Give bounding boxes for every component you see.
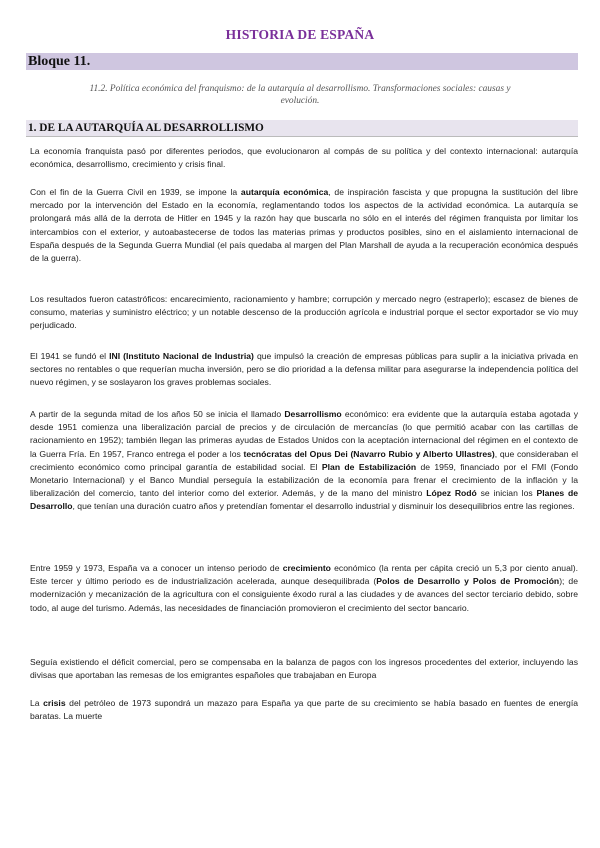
bloque-banner	[26, 53, 578, 70]
term-desarrollismo: Desarrollismo	[284, 409, 342, 419]
term-plan-estabilizacion: Plan de Estabilización	[321, 461, 417, 472]
term-planes-desarrollo: Planes de Desarrollo	[30, 488, 579, 512]
paragraph-desarrollismo: A partir de la segunda mitad de los años 50 se inicia el llamado Desarrollismo económico: era evidente que la autarquía estaba agotada y desde 1951 comienza una liberalización parcial de precios y de circulación de mercancías (lo que permitió acabar con las cartillas de racionamiento en 1952); también llegan las primeras ayudas de Estados Unidos con la aceptación internacional del régimen en el contexto de la Guerra Fría. En 1957, Franco entrega el poder a los tecnócratas del Opus Dei (Navarro Rubio y Alberto Ullastres), que consideraban el crecimiento económico como principal garantía de estabilidad social. El Plan de Estabilización de 1959, financiado por el FMI (Fondo Monetario Internacional) y el Banco Mundial perseguía la estabilización de la economía para frenar el crecimiento de la inflación y la liberalización del comercio, tanto del interior como del exterior. Además, y de la mano del ministro López Rodó se inician los Planes de Desarrollo, que tenían una duración cuatro años y pretendían fomentar el desarrollo industrial y disminuir los desequilibrios entre las regiones.	[30, 409, 579, 512]
document-title: HISTORIA DE ESPAÑA	[225, 27, 375, 42]
term-ini: INI (Instituto Nacional de Industria)	[109, 351, 254, 361]
term-tecnocratas: tecnócratas del Opus Dei (Navarro Rubio y Alberto Ullastres)	[243, 448, 495, 459]
paragraph-ini: El 1941 se fundó el INI (Instituto Nacional de Industria) que impulsó la creación de empresas públicas para suplir a la iniciativa privada en sectores no rentables o que requerían mucha inversión, pero se dio prioridad a la defensa militar para asegurarse la independencia política del nuevo régimen, y se soslayaron los graves problemas sociales.	[30, 351, 579, 388]
term-autarquia: autarquía económica	[240, 187, 329, 197]
section-heading-bar	[26, 120, 578, 137]
topic-subtitle: 11.2. Política económica del franquismo: de la autarquía al desarrollismo. Transformaciones sociales: causas y evolución.	[89, 84, 511, 106]
paragraph-resultados: Los resultados fueron catastróficos: encarecimiento, racionamiento y hambre; corrupción y mercado negro (estraperlo); escasez de bienes de consumo, materias y suministro eléctrico; y un notable descenso de la producción agrícola e industrial porque el sector exportador se vio muy perjudicado.	[30, 294, 578, 331]
term-lopez-rodo: López Rodó	[426, 488, 477, 499]
bloque-label: Bloque 11.	[28, 54, 91, 69]
term-crisis: crisis	[43, 698, 66, 708]
paragraph-intro: La economía franquista pasó por diferentes periodos, que evolucionaron al compás de su política y del contexto internacional: autarquía económica, desarrollismo, crecimiento y crisis final.	[30, 146, 578, 170]
paragraph-crecimiento: Entre 1959 y 1973, España va a conocer un intenso periodo de crecimiento económico (la renta per cápita creció un 5,3 por ciento anual). Este tercer y último periodo es de industrialización acelerada, aunque desequilibrada (Polos de Desarrollo y Polos de Promoción); de modernización y mecanización de la agricultura con el consiguiente éxodo rural a las ciudades y de avances del sector terciario debido, sobre todo, al auge del turismo. Además, las necesidades de financiación promovieron el crecimiento del sector bancario.	[30, 563, 579, 613]
section-heading: 1. DE LA AUTARQUÍA AL DESARROLLISMO	[28, 122, 264, 134]
term-polos: Polos de Desarrollo y Polos de Promoción	[376, 576, 560, 587]
paragraph-crisis: La crisis del petróleo de 1973 supondrá un mazazo para España ya que parte de su crecimiento se había basado en fuentes de energía baratas. La muerte	[30, 698, 578, 722]
paragraph-autarquia: Con el fin de la Guerra Civil en 1939, se impone la autarquía económica, de inspiración fascista y que propugna la sustitución del libre mercado por la intervención del Estado en la economía, reglamentando todos los aspectos de la actividad económica. La autarquía se prolongará más allá de la derrota de Hitler en 1945 y la razón hay que buscarla no sólo en el interés del régimen franquista por limitar los intercambios con el exterior, y autoabastecerse de todos las materias primas y productos posibles, sino en el aislamiento internacional de España después de la Segunda Guerra Mundial (el país quedaba al margen del Plan Marshall de ayuda a la recuperación económica después de la guerra).	[30, 187, 578, 264]
term-crecimiento: crecimiento	[282, 563, 331, 573]
paragraph-deficit: Seguía existiendo el déficit comercial, pero se compensaba en la balanza de pagos con los ingresos procedentes del exterior, incluyendo las divisas que aportaban las remesas de los emigrantes españoles que trabajaban en Europa	[30, 657, 578, 681]
